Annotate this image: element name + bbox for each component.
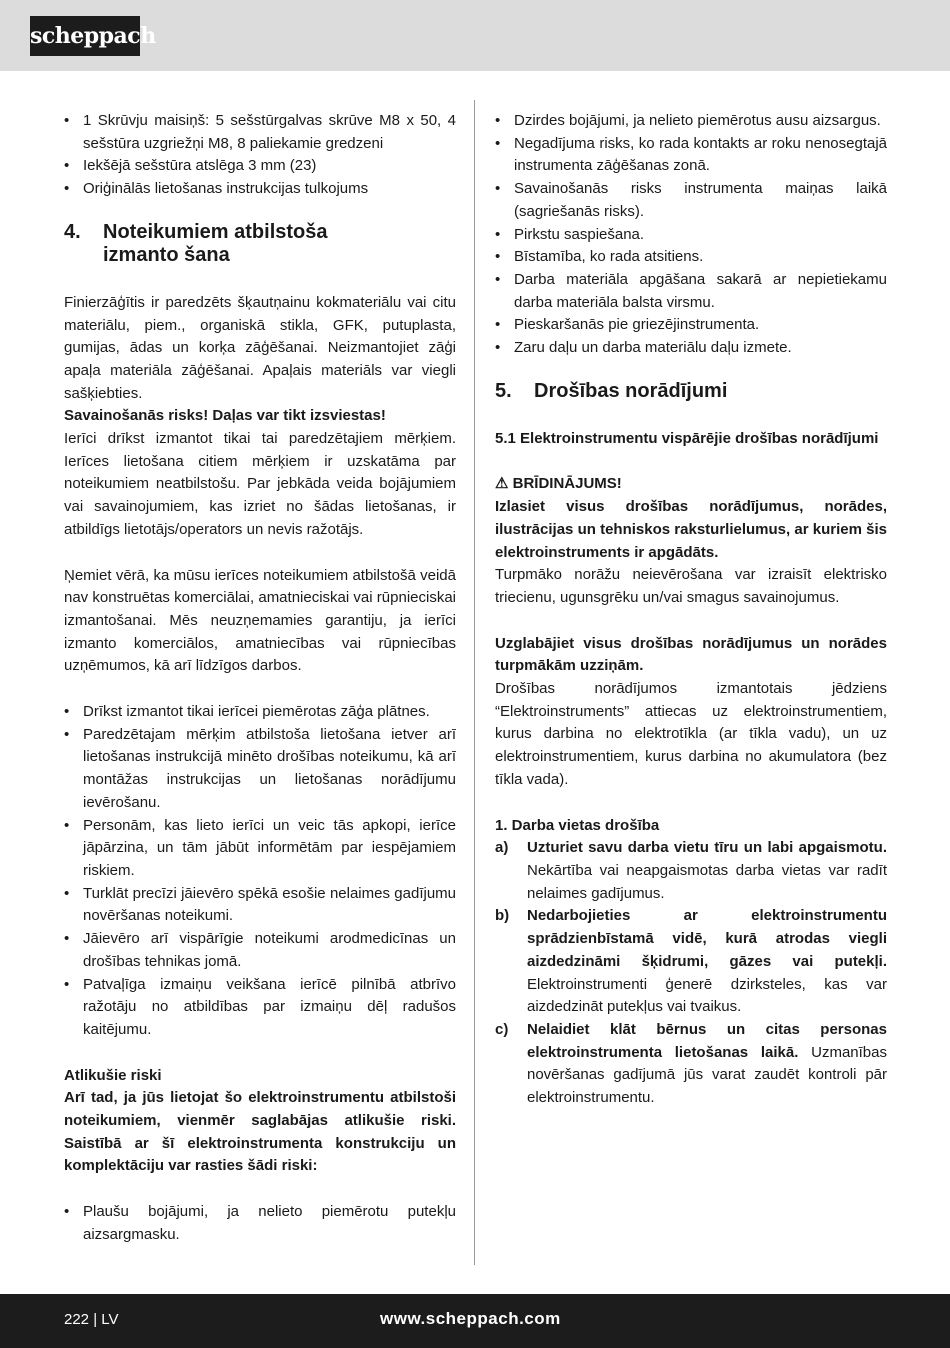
package-contents-list: [64, 110, 456, 201]
list-item: [495, 837, 887, 905]
item-normal: Nekārtība vai neapgaismotas darba vietas var radīt nelaimes gadījumus.: [527, 861, 887, 902]
section-4-heading: [64, 221, 456, 267]
left-column: [64, 110, 456, 1247]
list-item: [495, 1019, 887, 1110]
residual-risks-list-cont: [495, 110, 887, 360]
residual-risks-list: [64, 1201, 456, 1246]
usage-rules-list: [64, 701, 456, 1042]
workplace-safety-heading: 1. Darba vietas drošība: [495, 816, 660, 834]
list-item: • Negadījuma risks, ko rada kontakts ar roku nenosegtajā instrumenta zāģēšanas zonā.: [495, 133, 887, 178]
intended-use-continuation: Ierīci drīkst izmantot tikai tai paredzētajiem mērķiem. Ierīces lietošana citiem mērķiem ir uzskatāma par noteikumiem neatbilstošu. Par jebkāda veida bojājumiem vai savainojumiem, kas izriet no šādas lietošanas, ir atbildīgs lietotājs/operators un nevis ražotājs.: [64, 430, 456, 538]
list-item: [495, 905, 887, 1019]
list-item: • Plaušu bojājumi, ja nelieto piemērotu putekļu aizsargmasku.: [64, 1201, 456, 1246]
warning-bold-text: Izlasiet visus drošības norādījumus, norādes, ilustrācijas un tehniskos raksturlielumus, ar kuriem šis elektroinstruments ir apgādāts.: [495, 498, 887, 561]
item-text: [527, 837, 887, 905]
list-item: • Turklāt precīzi jāievēro spēkā esošie nelaimes gadījumu novēršanas noteikumi.: [64, 883, 456, 928]
subsection-5-1-heading: 5.1 Elektroinstrumentu vispārējie drošības norādījumi: [495, 429, 879, 447]
section-title: Drošības norādījumi: [534, 379, 728, 402]
risk-warning: Savainošanās risks! Daļas var tikt izsviestas!: [64, 407, 386, 425]
list-item: • Paredzētajam mērķim atbilstoša lietošana ietver arī lietošanas instrukcijā minēto drošības noteikumu, kā arī montāžas instrukcijas un lietošanas norādījumu ievērošanu.: [64, 724, 456, 815]
residual-risks-heading: Atlikušie riski: [64, 1066, 162, 1084]
column-divider: [474, 100, 475, 1265]
section-5-heading: [495, 380, 887, 403]
item-normal: Elektroinstrumenti ģenerē dzirksteles, kas var aizdedzināt putekļus vai tvaikus.: [527, 975, 887, 1016]
intended-use-paragraph: Finierzāģītis ir paredzēts šķautņainu kokmateriālu vai citu materiālu, piem., organiskā stikla, GFK, putuplasta, gumijas, ādas un korķa zāģēšanai. Neizmantojiet zāģi apaļa materiāla zāģēšanai. Apaļais materiāls var viegli sašķiebties.: [64, 293, 456, 402]
page-header: [0, 0, 950, 71]
item-text: [527, 1019, 887, 1110]
list-item: • Savainošanās risks instrumenta maiņas laikā (sagriešanās risks).: [495, 178, 887, 223]
section-number: 5.: [495, 379, 512, 402]
list-item: • Drīkst izmantot tikai ierīcei piemērotas zāģa plātnes.: [64, 701, 456, 724]
scheppach-logo: scheppach: [30, 16, 140, 56]
list-item: • Patvaļīga izmaiņu veikšana ierīcē pilnībā atbrīvo ražotāju no atbildības par izmaiņu dēļ radušos kaitējumu.: [64, 974, 456, 1042]
workplace-safety-list: [495, 837, 887, 1109]
website-link[interactable]: www.scheppach.com: [380, 1309, 561, 1328]
list-item: • Pirkstu saspiešana.: [495, 224, 887, 247]
residual-risks-intro: Arī tad, ja jūs lietojat šo elektroinstrumentu atbilstoši noteikumiem, vienmēr saglabājas atlikušie riski. Saistībā ar šī elektroinstrumenta konstrukciju un komplektāciju var rasties šādi riski:: [64, 1089, 456, 1175]
list-item: • Jāievēro arī vispārīgie noteikumi arodmedicīnas un drošības tehnikas jomā.: [64, 928, 456, 973]
item-bold: Nelaidiet klāt bērnus un citas personas elektroinstrumenta lietošanas laikā.: [527, 1020, 887, 1061]
list-item: • Oriģinālās lietošanas instrukcijas tulkojums: [64, 178, 456, 201]
list-item: • Personām, kas lieto ierīci un veic tās apkopi, ierīce jāpārzina, un tām jābūt informētām par iespējamiem riskiem.: [64, 815, 456, 883]
item-label: a): [495, 839, 509, 857]
right-column: [495, 110, 887, 1110]
list-item: • Zaru daļu un darba materiālu daļu izmete.: [495, 337, 887, 360]
warning-title: ⚠ BRĪDINĀJUMS!: [495, 475, 622, 493]
keep-instructions-text: Drošības norādījumos izmantotais jēdziens “Elektroinstruments” attiecas uz elektroinstrumentiem, kurus darbina no elektrotīkla (ar tīkla vadu), un uz elektroinstrumentiem, kurus darbina no akumulatora (bez tīkla vada).: [495, 680, 887, 788]
warning-text: Turpmāko norāžu neievērošana var izraisīt elektrisko triecienu, ugunsgrēku un/vai smagus savainojumus.: [495, 566, 887, 606]
commercial-use-paragraph: Ņemiet vērā, ka mūsu ierīces noteikumiem atbilstošā veidā nav konstruētas komerciālai, amatnieciskai vai rūpnieciskai izmantošanai. Mēs neuzņemamies garantiju, ja ierīci izmanto komerciālos, amatniecības vai rūpniecības uzņēmumos, kā arī līdzīgos darbos.: [64, 566, 456, 675]
page-number: 222 | LV: [64, 1311, 119, 1328]
section-title: Noteikumiem atbilstoša izmanto šana: [103, 220, 328, 266]
keep-instructions-bold: Uzglabājiet visus drošības norādījumus un norādes turpmākām uzziņām.: [495, 634, 887, 675]
list-item: • Darba materiāla apgāšana sakarā ar nepietiekamu darba materiāla balsta virsmu.: [495, 269, 887, 314]
list-item: • Dzirdes bojājumi, ja nelieto piemērotus ausu aizsargus.: [495, 110, 887, 133]
item-normal: Uzmanības novēršanas gadījumā jūs varat zaudēt kontroli pār elektroinstrumentu.: [527, 1043, 887, 1107]
list-item: • 1 Skrūvju maisiņš: 5 sešstūrgalvas skrūve M8 x 50, 4 sešstūra uzgriežņi M8, 8 paliekamie gredzeni: [64, 110, 456, 155]
item-label: c): [495, 1020, 509, 1038]
item-label: b): [495, 907, 510, 925]
list-item: • Pieskaršanās pie griezējinstrumenta.: [495, 314, 887, 337]
page-footer: [0, 1294, 950, 1348]
item-bold: Nedarbojieties ar elektroinstrumentu sprādzienbīstamā vidē, kurā atrodas viegli aizdedzināmi šķidrumi, gāzes vai putekļi.: [527, 907, 887, 970]
list-item: • Bīstamība, ko rada atsitiens.: [495, 246, 887, 269]
section-number: 4.: [64, 220, 81, 243]
item-bold: Uzturiet savu darba vietu tīru un labi apgaismotu.: [527, 839, 887, 857]
item-text: [527, 905, 887, 1019]
list-item: • Iekšējā sešstūra atslēga 3 mm (23): [64, 155, 456, 178]
